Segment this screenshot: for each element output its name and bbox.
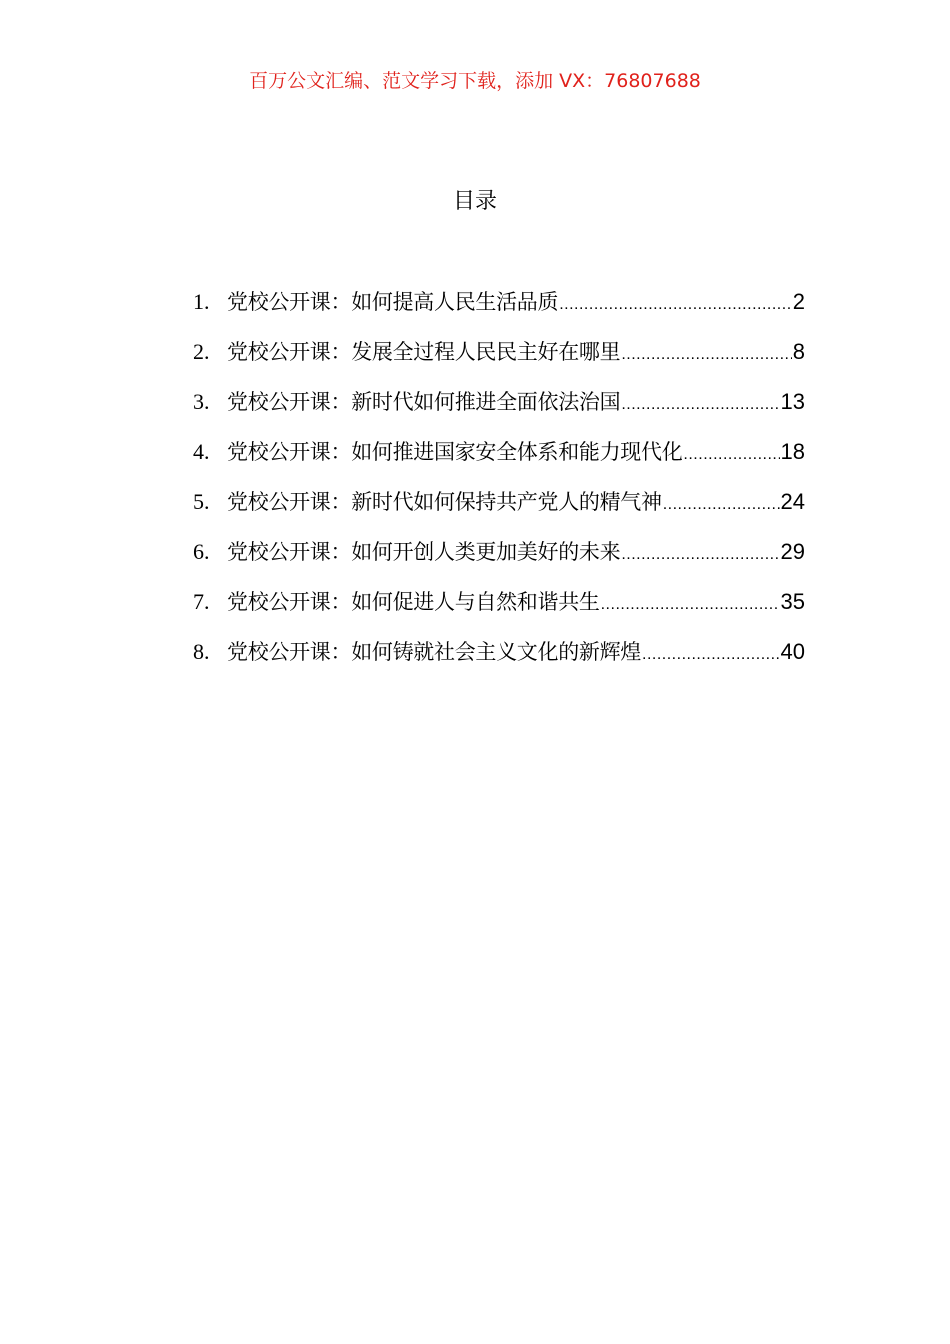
- toc-entry-5[interactable]: [193, 486, 805, 536]
- toc-entry-title[interactable]: 党校公开课：如何推进国家安全体系和能力现代化: [227, 440, 683, 464]
- toc-leader-dots: [559, 289, 792, 321]
- toc-entry-number: 7.: [193, 589, 210, 614]
- toc-entry-title[interactable]: 党校公开课：新时代如何推进全面依法治国: [227, 390, 621, 414]
- toc-entry-number: 3.: [193, 389, 210, 414]
- toc-entry-page[interactable]: 40: [780, 639, 805, 664]
- toc-entry-page[interactable]: 24: [780, 489, 805, 514]
- toc-entry-page[interactable]: 18: [780, 439, 805, 464]
- toc-entry-7[interactable]: [193, 586, 805, 636]
- toc-entry-1[interactable]: [193, 286, 805, 336]
- toc-entry-title[interactable]: 党校公开课：新时代如何保持共产党人的精气神: [227, 490, 662, 514]
- toc-entry-number: 1.: [193, 289, 210, 314]
- toc-entry-number: 2.: [193, 339, 210, 364]
- toc-entry-page[interactable]: 8: [792, 339, 805, 364]
- toc-entry-page[interactable]: 29: [780, 539, 805, 564]
- header-banner: 百万公文汇编、范文学习下载，添加 VX：76807688: [249, 70, 701, 92]
- toc-entry-page[interactable]: 2: [792, 289, 805, 314]
- toc-entry-title[interactable]: 党校公开课：如何开创人类更加美好的未来: [227, 540, 621, 564]
- toc-entry-title[interactable]: 党校公开课：如何铸就社会主义文化的新辉煌: [227, 640, 641, 664]
- toc-title: 目录: [452, 189, 497, 214]
- toc-entry-8[interactable]: [193, 636, 805, 686]
- toc-entry-title[interactable]: 党校公开课：如何促进人与自然和谐共生: [227, 590, 600, 614]
- toc-leader-dots: [621, 339, 791, 371]
- toc-entry-number: 6.: [193, 539, 210, 564]
- toc-entry-2[interactable]: [193, 336, 805, 386]
- toc-entry-number: 4.: [193, 439, 210, 464]
- toc-leader-dots: [683, 439, 779, 471]
- table-of-contents: [193, 286, 805, 686]
- toc-entry-number: 8.: [193, 639, 210, 664]
- toc-entry-number: 5.: [193, 489, 210, 514]
- toc-leader-dots: [621, 539, 779, 571]
- toc-entry-page[interactable]: 13: [780, 389, 805, 414]
- toc-entry-3[interactable]: [193, 386, 805, 436]
- toc-leader-dots: [601, 589, 780, 621]
- toc-entry-title[interactable]: 党校公开课：如何提高人民生活品质: [227, 290, 559, 314]
- toc-leader-dots: [663, 489, 780, 521]
- toc-leader-dots: [621, 389, 779, 421]
- toc-entry-page[interactable]: 35: [780, 589, 805, 614]
- toc-entry-4[interactable]: [193, 436, 805, 486]
- toc-leader-dots: [642, 639, 780, 671]
- toc-entry-title[interactable]: 党校公开课：发展全过程人民民主好在哪里: [227, 340, 621, 364]
- toc-entry-6[interactable]: [193, 536, 805, 586]
